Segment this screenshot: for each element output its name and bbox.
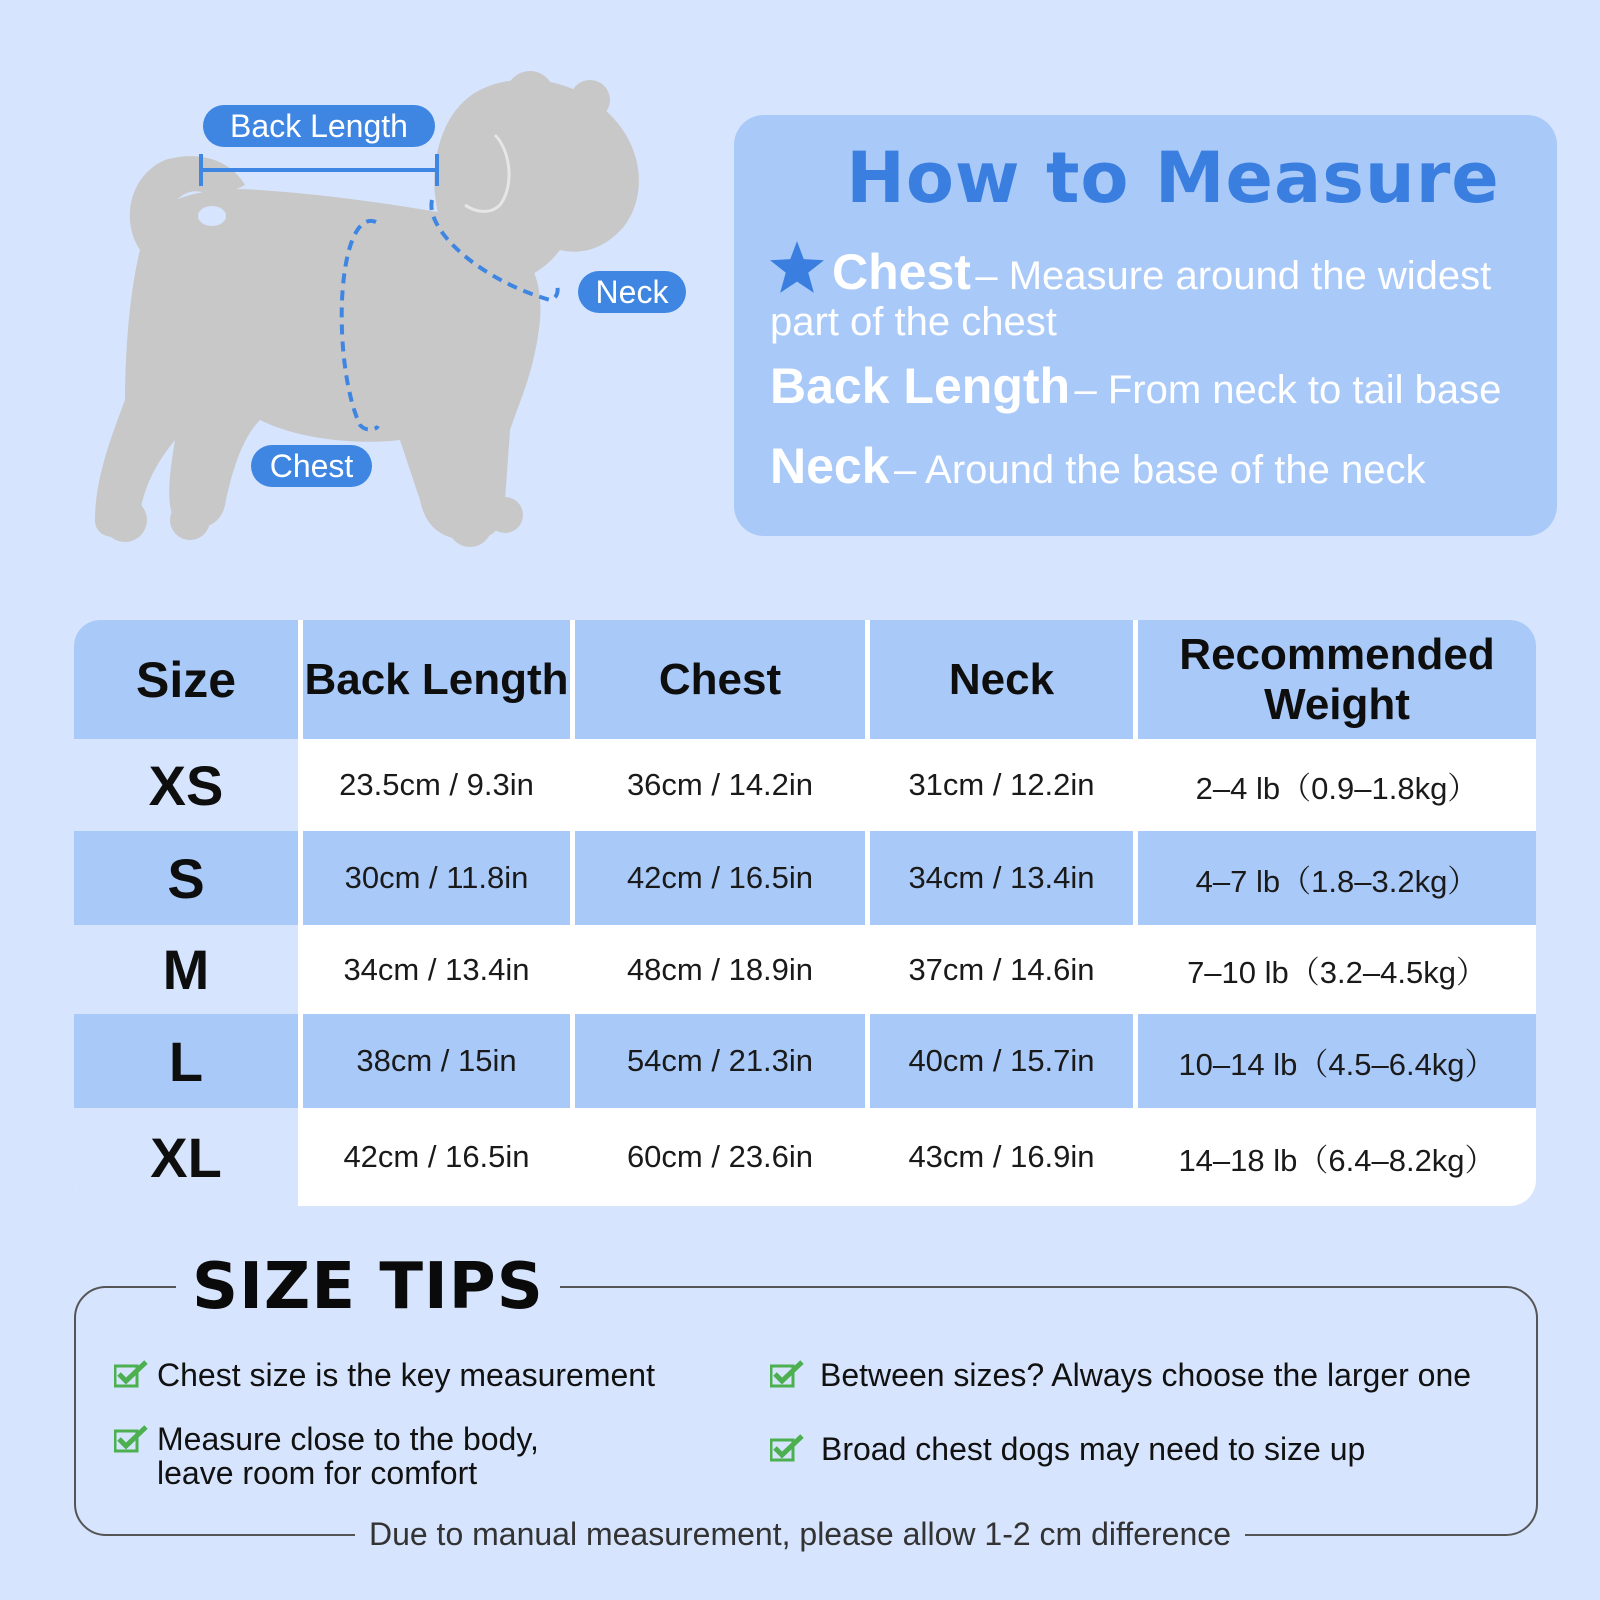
how-to-measure-title: How to Measure xyxy=(846,137,1500,219)
s-neck: 34cm / 13.4in xyxy=(870,831,1133,925)
tail-spot xyxy=(198,206,226,226)
m-weight: 7–10 lb（3.2–4.5kg） xyxy=(1187,955,1487,990)
measure-back-desc: – From neck to tail base xyxy=(1074,368,1502,412)
check-icon xyxy=(114,1360,148,1388)
header-neck: Neck xyxy=(870,620,1133,739)
size-xs: XS xyxy=(74,739,298,831)
m-neck: 37cm / 14.6in xyxy=(908,951,1095,987)
size-m: M xyxy=(74,925,298,1014)
header-chest: Chest xyxy=(575,620,865,739)
tip-measure-close-2: leave room for comfort xyxy=(157,1455,478,1491)
xl-weight: 14–18 lb（6.4–8.2kg） xyxy=(1178,1142,1496,1178)
check-icon xyxy=(114,1425,148,1453)
star-icon xyxy=(770,241,824,293)
xl-neck: 43cm / 16.9in xyxy=(908,1139,1095,1174)
how-to-measure-card xyxy=(734,115,1557,536)
l-back: 38cm / 15in xyxy=(303,1014,570,1108)
l-neck: 40cm / 15.7in xyxy=(870,1014,1133,1108)
size-chart-table xyxy=(74,620,1536,1206)
measure-chest-desc-2: part of the chest xyxy=(770,300,1057,344)
check-icon xyxy=(770,1434,804,1462)
measure-neck-key: Neck xyxy=(770,438,890,494)
measure-chest-key: Chest xyxy=(832,244,971,300)
l-chest: 54cm / 21.3in xyxy=(575,1014,865,1108)
check-icon xyxy=(770,1360,804,1388)
neck-label: Neck xyxy=(578,271,686,313)
measure-back-key: Back Length xyxy=(770,358,1071,414)
size-l: L xyxy=(74,1014,298,1108)
xl-chest: 60cm / 23.6in xyxy=(626,1139,814,1174)
measure-neck-line xyxy=(770,437,1426,495)
xs-weight: 2–4 lb（0.9–1.8kg） xyxy=(1195,770,1479,806)
xs-back: 23.5cm / 9.3in xyxy=(339,767,534,802)
xl-back: 42cm / 16.5in xyxy=(343,1139,530,1174)
m-back: 34cm / 13.4in xyxy=(343,951,530,987)
tip-chest-key: Chest size is the key measurement xyxy=(157,1357,655,1393)
header-recommended-weight: Recommended Weight xyxy=(1138,620,1536,739)
m-chest: 48cm / 18.9in xyxy=(626,951,814,987)
measure-chest-line xyxy=(770,241,1491,301)
measure-chest-desc: – Measure around the widest xyxy=(975,254,1492,298)
tip-broad-chest: Broad chest dogs may need to size up xyxy=(821,1431,1366,1467)
l-weight: 10–14 lb（4.5–6.4kg） xyxy=(1138,1014,1536,1108)
tip-between-sizes: Between sizes? Always choose the larger one xyxy=(820,1357,1472,1393)
size-s: S xyxy=(74,831,298,925)
xs-chest: 36cm / 14.2in xyxy=(626,767,814,802)
s-chest: 42cm / 16.5in xyxy=(575,831,865,925)
xs-neck: 31cm / 12.2in xyxy=(908,767,1095,802)
measure-back-line xyxy=(770,357,1501,415)
s-back: 30cm / 11.8in xyxy=(303,831,570,925)
back-length-label: Back Length xyxy=(203,105,435,147)
measure-neck-desc: – Around the base of the neck xyxy=(893,448,1426,492)
tip-measure-close: Measure close to the body, xyxy=(157,1421,539,1457)
s-weight: 4–7 lb（1.8–3.2kg） xyxy=(1138,831,1536,925)
header-size: Size xyxy=(74,620,298,739)
header-back-length: Back Length xyxy=(303,620,570,739)
size-xl: XL xyxy=(74,1108,298,1206)
footer-text: Due to manual measurement, please allow 1-2 cm difference xyxy=(355,1516,1245,1552)
size-tips-title: SIZE TIPS xyxy=(176,1250,560,1324)
tips-footer-note xyxy=(0,1516,1600,1553)
chest-label: Chest xyxy=(251,445,372,487)
